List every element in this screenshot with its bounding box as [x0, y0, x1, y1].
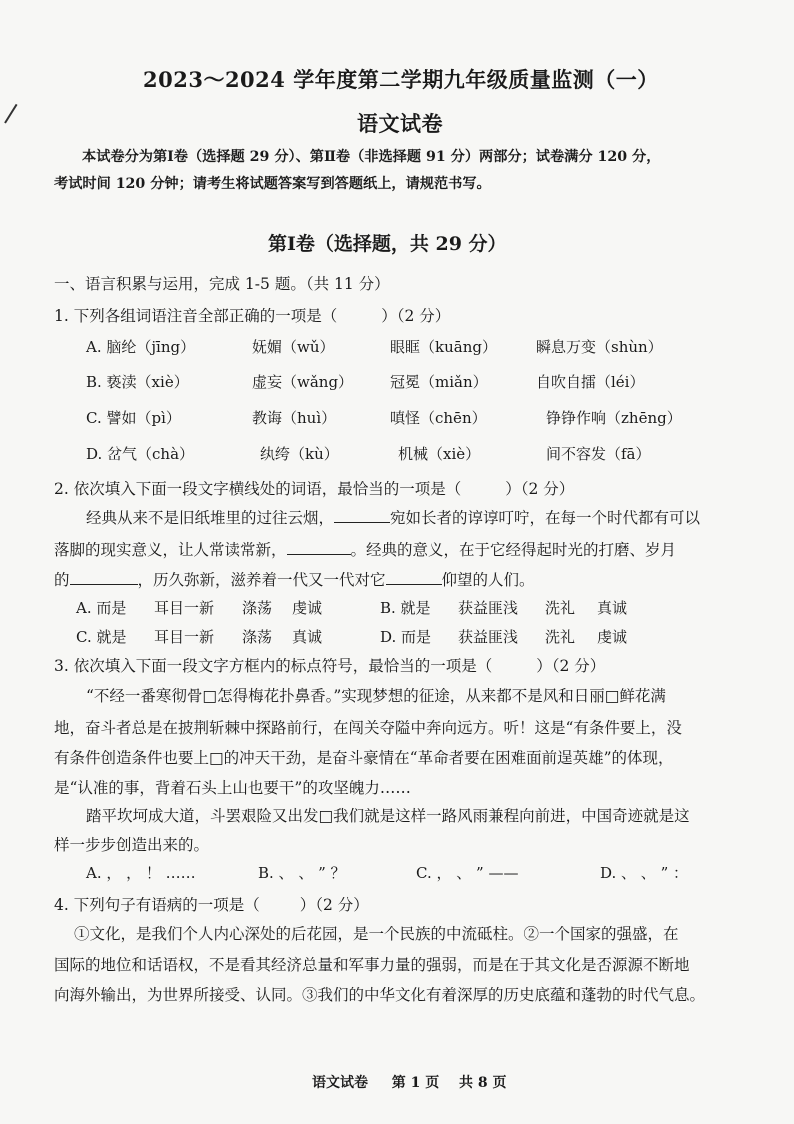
q1-option-d-4: 间不容发（fā）	[546, 445, 651, 463]
q2-stem-text: 2. 依次填入下面一段文字横线处的词语，最恰当的一项是（	[54, 480, 462, 498]
pen-mark	[4, 104, 17, 124]
q3-option-d: D. 、 、 ” ：	[600, 864, 689, 882]
q4-passage-line-1: ①文化，是我们个人内心深处的后花园，是一个民族的中流砥柱。②一个国家的强盛，在	[74, 925, 679, 943]
q2-passage-1b: 宛如长者的谆谆叮咛，在每一个时代都有可以	[390, 509, 701, 527]
q2-passage-3b: ，历久弥新，滋养着一代又一代对它	[137, 571, 386, 589]
exam-title: 2023～2024 学年度第二学期九年级质量监测（一）	[143, 67, 659, 92]
intro-line-2: 考试时间 120 分钟；请考生将试题答案写到答题纸上，请规范书写。	[54, 176, 491, 192]
q2-passage-3c: 仰望的人们。	[441, 571, 535, 589]
section1-heading: 一、语言积累与运用，完成 1-5 题。（共 11 分）	[54, 275, 390, 293]
q3-passage-line-6: 样一步步创造出来的。	[54, 836, 210, 854]
q3-stem	[54, 654, 605, 676]
footer-page: 第 1 页	[391, 1075, 440, 1091]
q1-option-a-2: 妩媚（wǔ）	[252, 338, 335, 356]
q1-option-d-2: 纨绔（kù）	[260, 445, 339, 463]
q1-option-a-3: 眼眶（kuāng）	[390, 338, 497, 356]
q2-stem-score: ）（2 分）	[505, 480, 575, 498]
q2-option-c-1: C. 就是	[76, 628, 127, 646]
q2-option-b-2: 获益匪浅	[458, 599, 519, 617]
q4-stem-text: 4. 下列句子有语病的一项是（	[54, 896, 260, 914]
q3-option-b: B. 、 、 ” ？	[258, 864, 346, 882]
q2-passage-line-2	[54, 538, 676, 560]
q4-passage-line-3: 向海外输出，为世界所接受、认同。③我们的中华文化有着深厚的历史底蕴和蓬勃的时代气息。	[54, 986, 706, 1004]
q2-passage-2a: 落脚的现实意义，让人常读常新，	[54, 541, 287, 559]
q4-passage-line-2: 国际的地位和话语权，不是看其经济总量和军事力量的强弱，而是在于其文化是否源源不断地	[54, 956, 690, 974]
q2-passage-1a: 经典从来不是旧纸堆里的过往云烟，	[86, 509, 335, 527]
q1-option-b-1: B. 亵渎（xiè）	[86, 373, 189, 391]
q3-passage-line-5: 踏平坎坷成大道，斗罢艰险又出发□我们就是这样一路风雨兼程向前进，中国奇迹就是这	[86, 807, 690, 825]
q2-option-a-2: 耳目一新	[154, 599, 215, 617]
q3-passage-line-2: 地，奋斗者总是在披荆斩棘中探路前行，在闯关夺隘中奔向远方。听！这是“有条件要上，没	[54, 719, 682, 737]
q2-option-d-1: D. 而是	[380, 628, 432, 646]
q3-passage-line-4: 是“认准的事，背着石头上山也要干”的攻坚魄力……	[54, 779, 411, 797]
q2-option-b-4: 真诚	[597, 599, 628, 617]
q1-option-c-4: 铮铮作响（zhēng）	[546, 409, 682, 427]
q1-option-b-4: 自吹自擂（léi）	[536, 373, 645, 391]
part-title: 第Ⅰ卷（选择题，共 29 分）	[268, 233, 507, 255]
q1-option-c-1: C. 譬如（pì）	[86, 409, 181, 427]
q1-option-a-1: A. 脑纶（jīng）	[86, 338, 196, 356]
q3-passage-line-3: 有条件创造条件也要上□的冲天干劲，是奋斗豪情在“革命者要在困难面前逞英雄”的体现，	[54, 749, 674, 767]
q1-option-b-2: 虚妄（wǎng）	[252, 373, 354, 391]
q2-option-c-3: 涤荡	[242, 628, 273, 646]
q1-stem	[54, 304, 450, 326]
q1-stem-text: 1. 下列各组词语注音全部正确的一项是（	[54, 307, 338, 325]
q3-option-a: A. ， ， ！ ……	[86, 864, 196, 882]
q2-passage-line-1	[86, 506, 700, 528]
q2-option-d-3: 洗礼	[545, 628, 576, 646]
q3-option-c: C. ， 、 ” ——	[416, 864, 519, 882]
q2-option-c-2: 耳目一新	[154, 628, 215, 646]
q1-option-d-1: D. 岔气（chà）	[86, 445, 195, 463]
q3-passage-line-1: “不经一番寒彻骨□怎得梅花扑鼻香。”实现梦想的征途，从来都不是风和日丽□鲜花满	[86, 687, 666, 705]
q2-option-b-3: 洗礼	[545, 599, 576, 617]
q2-passage-line-3	[54, 568, 535, 590]
q3-stem-score: ）（2 分）	[536, 657, 606, 675]
q4-stem	[54, 893, 369, 915]
q4-stem-score: ）（2 分）	[299, 896, 369, 914]
q1-option-b-3: 冠冕（miǎn）	[390, 373, 488, 391]
q2-blank-4	[386, 583, 442, 585]
q2-option-b-1: B. 就是	[380, 599, 431, 617]
q2-stem	[54, 477, 574, 499]
q2-passage-3a: 的	[54, 571, 70, 589]
q3-stem-text: 3. 依次填入下面一段文字方框内的标点符号，最恰当的一项是（	[54, 657, 493, 675]
intro-line-1: 本试卷分为第Ⅰ卷（选择题 29 分）、第Ⅱ卷（非选择题 91 分）两部分；试卷满分 120 分，	[82, 149, 661, 165]
q2-blank-3	[70, 583, 138, 585]
q2-option-d-2: 获益匪浅	[458, 628, 519, 646]
footer	[312, 1072, 507, 1092]
exam-subtitle: 语文试卷	[357, 111, 443, 136]
q2-passage-2b: 。经典的意义，在于它经得起时光的打磨、岁月	[350, 541, 677, 559]
footer-total: 共 8 页	[459, 1075, 507, 1091]
q2-option-a-4: 虔诚	[292, 599, 323, 617]
footer-subject: 语文试卷	[312, 1075, 368, 1091]
q2-option-c-4: 真诚	[292, 628, 323, 646]
q1-option-a-4: 瞬息万变（shùn）	[536, 338, 663, 356]
q1-option-d-3: 机械（xiè）	[398, 445, 481, 463]
q2-option-d-4: 虔诚	[597, 628, 628, 646]
q2-blank-2	[287, 553, 351, 555]
q2-blank-1	[334, 521, 390, 523]
q1-option-c-2: 教诲（huì）	[252, 409, 337, 427]
q1-stem-score: ）（2 分）	[381, 307, 451, 325]
q2-option-a-3: 涤荡	[242, 599, 273, 617]
q1-option-c-3: 嗔怪（chēn）	[390, 409, 487, 427]
q2-option-a-1: A. 而是	[76, 599, 127, 617]
